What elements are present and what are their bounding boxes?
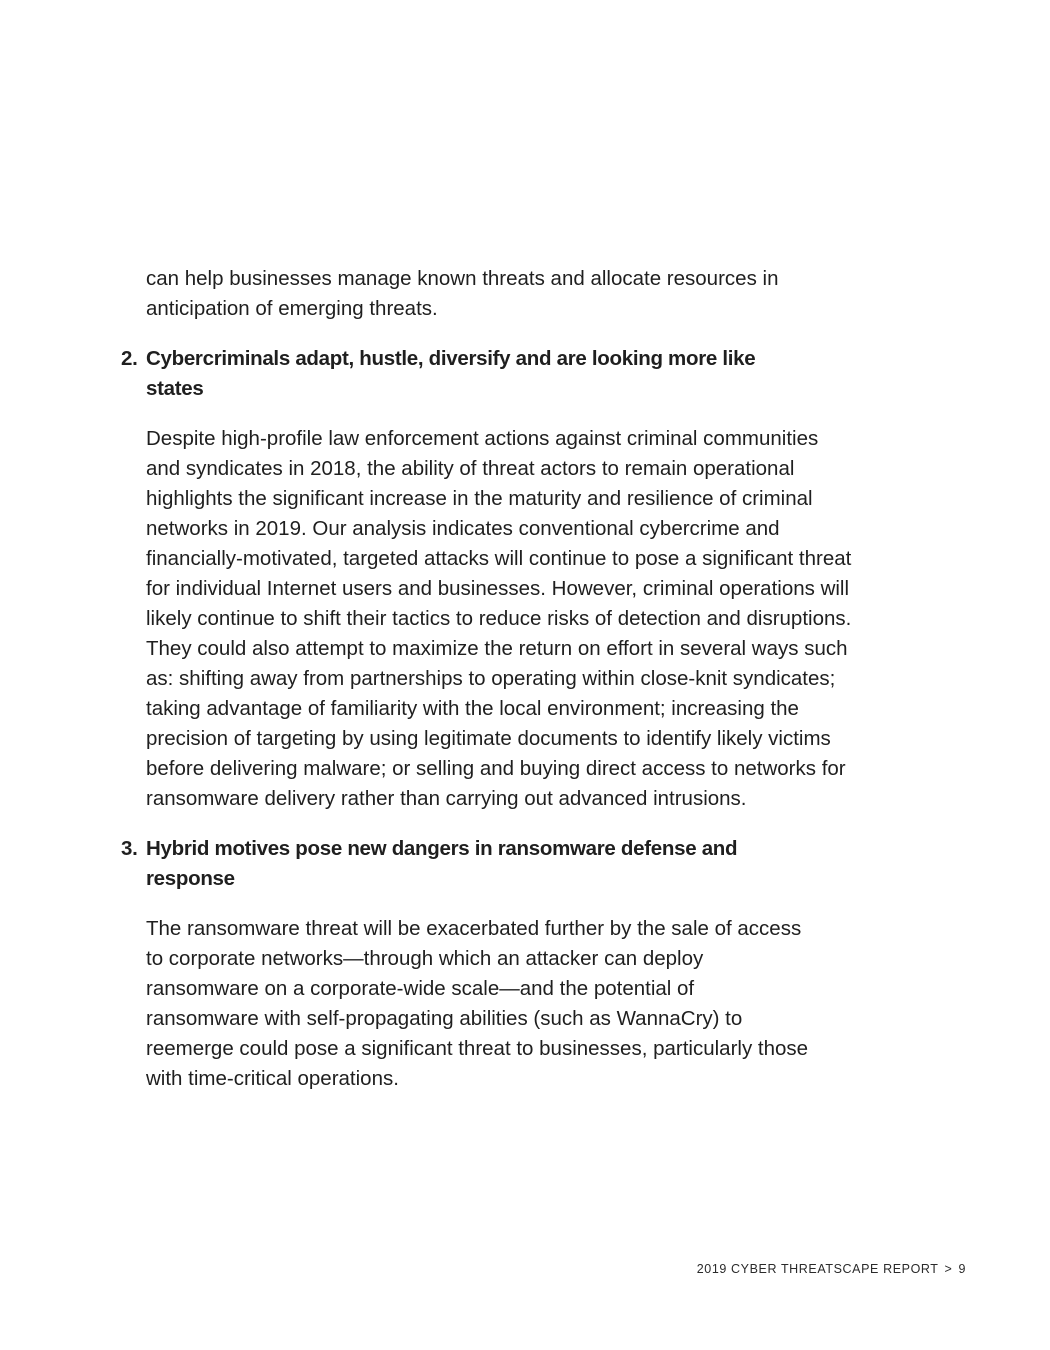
item-body: The ransomware threat will be exacerbated further by the sale of access to corporate networks—through which an attacker can deploy ransomware on a corporate-wide scale—and the potential of ransomware with self-propagating abilities (such as WannaCry) to reemerge could pose a significant threat to businesses, particularly those with time-critical operations. bbox=[146, 917, 809, 1090]
item-heading: Hybrid motives pose new dangers in ransomware defense and response bbox=[146, 837, 738, 890]
list-item-3 bbox=[121, 834, 858, 1094]
item-number: 3. bbox=[121, 837, 138, 860]
page-number: 9 bbox=[958, 1262, 966, 1276]
page-footer bbox=[697, 1262, 966, 1276]
footer-separator: > bbox=[944, 1262, 953, 1276]
main-content bbox=[121, 264, 858, 1114]
item-body: Despite high-profile law enforcement actions against criminal communities and syndicates in 2018, the ability of threat actors to remain operational highlights the significant increase in the maturity and resilience of criminal networks in 2019. Our analysis indicates conventional cybercrime and financially-motivated, targeted attacks will continue to pose a significant threat for individual Internet users and businesses. However, criminal operations will likely continue to shift their tactics to reduce risks of detection and disruptions. They could also attempt to maximize the return on effort in several ways such as: shifting away from partnerships to operating within close-knit syndicates; taking advantage of familiarity with the local environment; increasing the precision of targeting by using legitimate documents to identify likely victims before delivering malware; or selling and buying direct access to networks for ransomware delivery rather than carrying out advanced intrusions. bbox=[146, 427, 852, 810]
report-title: 2019 CYBER THREATSCAPE REPORT bbox=[696, 1262, 939, 1276]
intro-paragraph: can help businesses manage known threats and allocate resources in anticipation of emerging threats. bbox=[146, 267, 779, 320]
item-number: 2. bbox=[121, 347, 138, 370]
list-item-2 bbox=[121, 344, 858, 814]
item-heading: Cybercriminals adapt, hustle, diversify and are looking more like states bbox=[146, 347, 756, 400]
